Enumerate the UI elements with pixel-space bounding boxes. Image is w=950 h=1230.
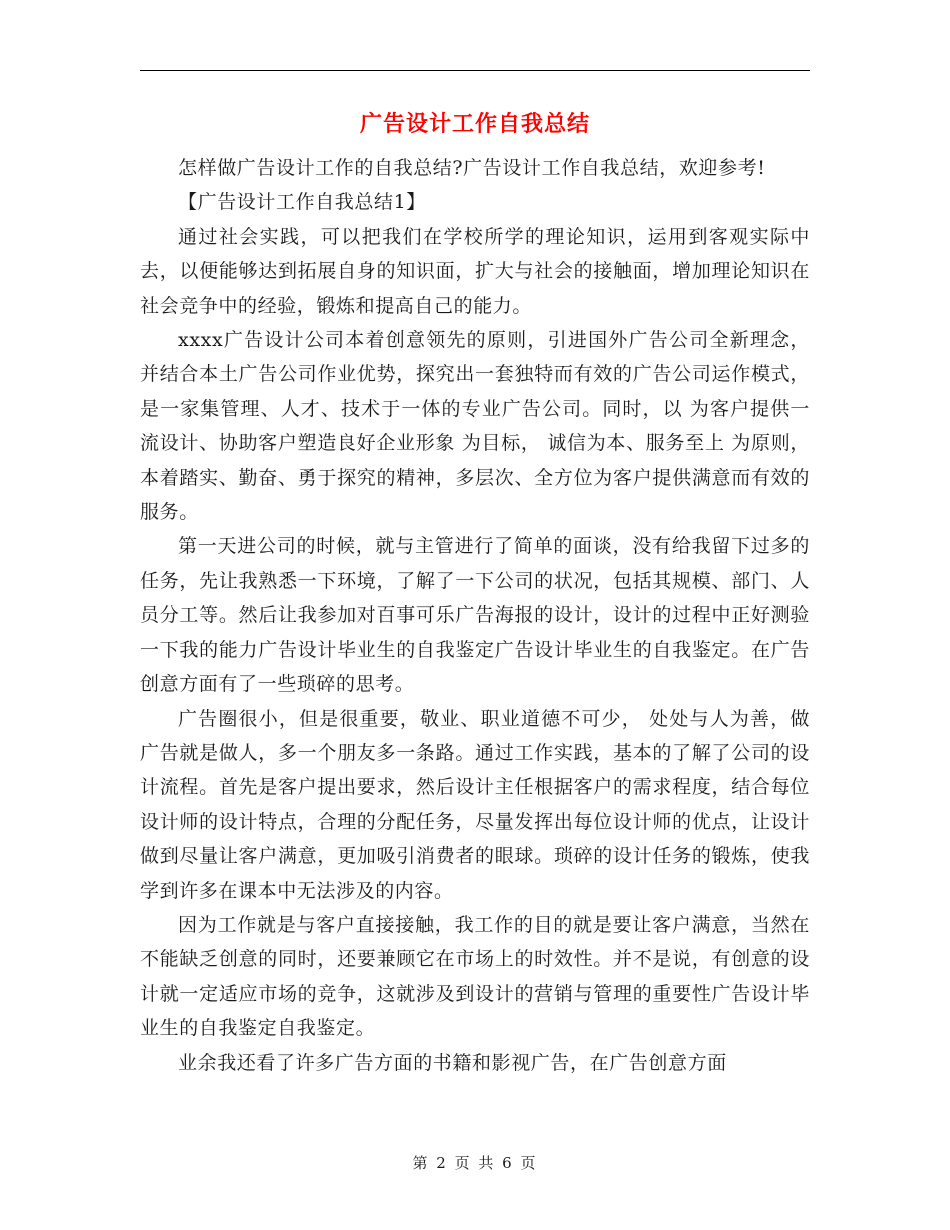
intro-paragraph: 怎样做广告设计工作的自我总结?广告设计工作自我总结，欢迎参考! [178,157,766,179]
header-rule [140,70,810,71]
body-paragraph: 广告圈很小，但是很重要，敬业、职业道德不可少， 处处与人为善，做广告就是做人，多一个朋友多一条路。通过工作实践，基本的了解了公司的设计流程。首先是客户提出要求，然后设计主任根据客户的需求程度，结合每位设计师的设计特点，合理的分配任务，尽量发挥出每位设计师的优点，让设计做到尽量让客户满意，更加吸引消费者的眼球。琐碎的设计任务的锻炼，使我学到许多在课本中无法涉及的内容。 [140,707,810,902]
body-paragraph: 通过社会实践，可以把我们在学校所学的理论知识，运用到客观实际中去，以便能够达到拓展自身的知识面，扩大与社会的接触面，增加理论知识在社会竞争中的经验，锻炼和提高自己的能力。 [140,225,810,317]
page-number: 第 2 页 共 6 页 [412,1154,538,1172]
body-paragraph: 业余我还看了许多广告方面的书籍和影视广告，在广告创意方面 [178,1051,727,1074]
document-body [140,151,810,1080]
section-heading: 【广告设计工作自我总结1】 [178,191,426,214]
body-paragraph: xxxx广告设计公司本着创意领先的原则，引进国外广告公司全新理念，并结合本土广告公司作业优势，探究出一套独特而有效的广告公司运作模式，是一家集管理、人才、技术于一体的专业广告公司。同时，以 为客户提供一流设计、协助客户塑造良好企业形象 为目标， 诚信为本、服务至上 为原则， 本着踏实、勤奋、勇于探究的精神，多层次、全方位为客户提供满意而有效的服务。 [140,329,810,524]
body-paragraph: 第一天进公司的时候，就与主管进行了简单的面谈，没有给我留下过多的任务，先让我熟悉一下环境，了解了一下公司的状况，包括其规模、部门、人员分工等。然后让我参加对百事可乐广告海报的设计，设计的过程中正好测验一下我的能力广告设计毕业生的自我鉴定广告设计毕业生的自我鉴定。在广告创意方面有了一些琐碎的思考。 [140,535,810,696]
document-title: 广告设计工作自我总结 [359,112,590,137]
body-paragraph: 因为工作就是与客户直接接触，我工作的目的就是要让客户满意，当然在不能缺乏创意的同时，还要兼顾它在市场上的时效性。并不是说，有创意的设计就一定适应市场的竞争，这就涉及到设计的营销与管理的重要性广告设计毕业生的自我鉴定自我鉴定。 [140,913,810,1040]
